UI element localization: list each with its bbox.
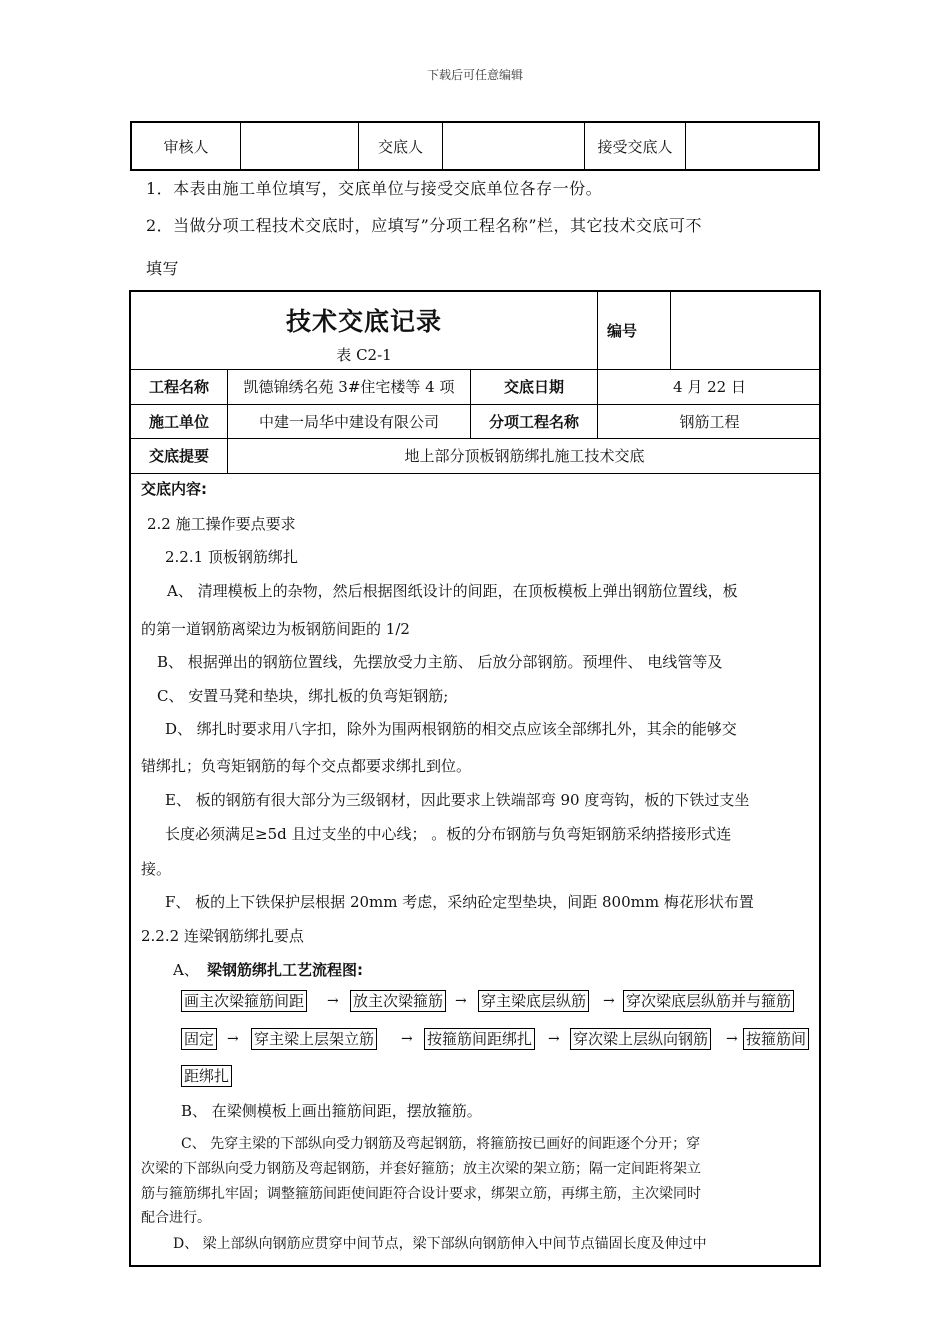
beam-item-b: B、 在梁侧模板上画出箍筋间距，摆放箍筋。: [181, 1102, 482, 1120]
beam-item-c-line3: 筋与箍筋绑扎牢固；调整箍筋间距使间距符合设计要求，绑架立筋，再绑主筋，主次梁同时: [141, 1186, 701, 1202]
item-a-line1: A、 清理模板上的杂物，然后根据图纸设计的间距，在顶板模板上弹出钢筋位置线，板: [167, 582, 738, 600]
date-value: 4 月 22 日: [673, 378, 746, 396]
flow-arrow-icon: →: [726, 1031, 738, 1047]
contractor-label: 施工单位: [148, 412, 209, 431]
summary-label: 交底提要: [148, 447, 209, 465]
beam-item-c-line2: 次梁的下部纵向受力钢筋及弯起钢筋，并套好箍筋；放主次梁的架立筋；隔一定间距将架立: [141, 1161, 701, 1177]
flow-step-1: 画主次梁箍筋间距: [181, 990, 307, 1012]
number-field[interactable]: [671, 292, 821, 369]
form-title: 技术交底记录: [285, 307, 442, 336]
reviewer-label: 审核人: [132, 123, 241, 169]
project-name-label: 工程名称: [148, 378, 209, 396]
flow-title: 梁钢筋绑扎工艺流程图:: [207, 961, 363, 979]
project-name-value: 凯德锦绣名苑 3#住宅楼等 4 项: [243, 378, 455, 396]
item-e-line2: 长度必须满足≥5d 且过支坐的中心线； 。板的分布钢筋与负弯矩钢筋采纳搭接形式连: [165, 825, 732, 843]
beam-item-d: D、 梁上部纵向钢筋应贯穿中间节点，梁下部纵向钢筋伸入中间节点锚固长度及伸过中: [173, 1236, 707, 1252]
summary-value: 地上部分顶板钢筋绑扎施工技术交底: [404, 447, 645, 465]
flow-arrow-icon: →: [327, 993, 339, 1009]
flow-step-8: 按箍筋间: [743, 1028, 809, 1050]
handover-field[interactable]: [443, 123, 585, 169]
item-b: B、 根据弹出的钢筋位置线，先摆放受力主筋、 后放分部钢筋。预埋件、 电线管等及: [157, 653, 723, 671]
item-d-line1: D、 绑扎时要求用八字扣，除外为围两根钢筋的相交点应该全部绑扎外，其余的能够交: [165, 720, 737, 738]
item-e-line3: 接。: [141, 860, 172, 878]
item-c: C、 安置马凳和垫块，绑扎板的负弯矩钢筋;: [157, 687, 449, 705]
date-label: 交底日期: [503, 378, 564, 396]
section-2-2: 2.2 施工操作要点要求: [147, 515, 296, 533]
flow-arrow-icon: →: [603, 993, 615, 1009]
flow-arrow-icon: →: [227, 1031, 239, 1047]
receiver-label: 接受交底人: [585, 123, 686, 169]
flow-step-5: 穿主梁上层架立筋: [251, 1028, 377, 1050]
form-number: 表 C2-1: [336, 345, 392, 364]
flow-prefix: A、: [173, 961, 199, 979]
flow-step-7: 穿次梁上层纵向钢筋: [570, 1028, 711, 1050]
item-e-line1: E、 板的钢筋有很大部分为三级钢材，因此要求上铁端部弯 90 度弯钩，板的下铁过支坐: [165, 791, 750, 809]
flow-arrow-icon: →: [455, 993, 467, 1009]
flow-step-8-cont: 距绑扎: [181, 1065, 232, 1087]
flow-step-3: 穿主梁底层纵筋: [478, 990, 589, 1012]
item-d-line2: 错绑扎；负弯矩钢筋的每个交点都要求绑扎到位。: [141, 757, 472, 775]
content-label: 交底内容:: [141, 480, 207, 498]
contractor-value: 中建一局华中建设有限公司: [258, 412, 439, 431]
number-label: 编号: [606, 322, 637, 340]
section-2-2-1: 2.2.1 顶板钢筋绑扎: [165, 548, 298, 566]
handover-label: 交底人: [359, 123, 443, 169]
item-f: F、 板的上下铁保护层根据 20mm 考虑，采纳砼定型垫块，间距 800mm 梅花形状布置: [165, 893, 754, 911]
item-a-line2: 的第一道钢筋离梁边为板钢筋间距的 1/2: [141, 620, 410, 638]
flow-step-4-cont: 固定: [181, 1028, 217, 1050]
technical-disclosure-form: [129, 290, 821, 1267]
flow-arrow-icon: →: [548, 1031, 560, 1047]
flow-step-6: 按箍筋间距绑扎: [424, 1028, 535, 1050]
signature-table: [130, 121, 820, 171]
flow-arrow-icon: →: [401, 1031, 413, 1047]
section-2-2-2: 2.2.2 连梁钢筋绑扎要点: [141, 927, 304, 945]
sub-project-label: 分项工程名称: [488, 412, 579, 431]
reviewer-field[interactable]: [241, 123, 359, 169]
sub-project-value: 钢筋工程: [679, 412, 740, 431]
note-2-cont: 填写: [146, 259, 180, 278]
flow-step-4: 穿次梁底层纵筋并与箍筋: [623, 990, 794, 1012]
receiver-field[interactable]: [686, 123, 818, 169]
note-1: 1．本表由施工单位填写，交底单位与接受交底单位各存一份。: [146, 179, 603, 198]
beam-item-c-line4: 配合进行。: [141, 1210, 211, 1226]
page-header: 下载后可任意编辑: [426, 68, 523, 82]
beam-item-c-line1: C、 先穿主梁的下部纵向受力钢筋及弯起钢筋，将箍筋按已画好的间距逐个分开；穿: [181, 1136, 701, 1152]
note-2: 2．当做分项工程技术交底时，应填写”分项工程名称”栏，其它技术交底可不: [146, 216, 703, 235]
flow-step-2: 放主次梁箍筋: [350, 990, 446, 1012]
